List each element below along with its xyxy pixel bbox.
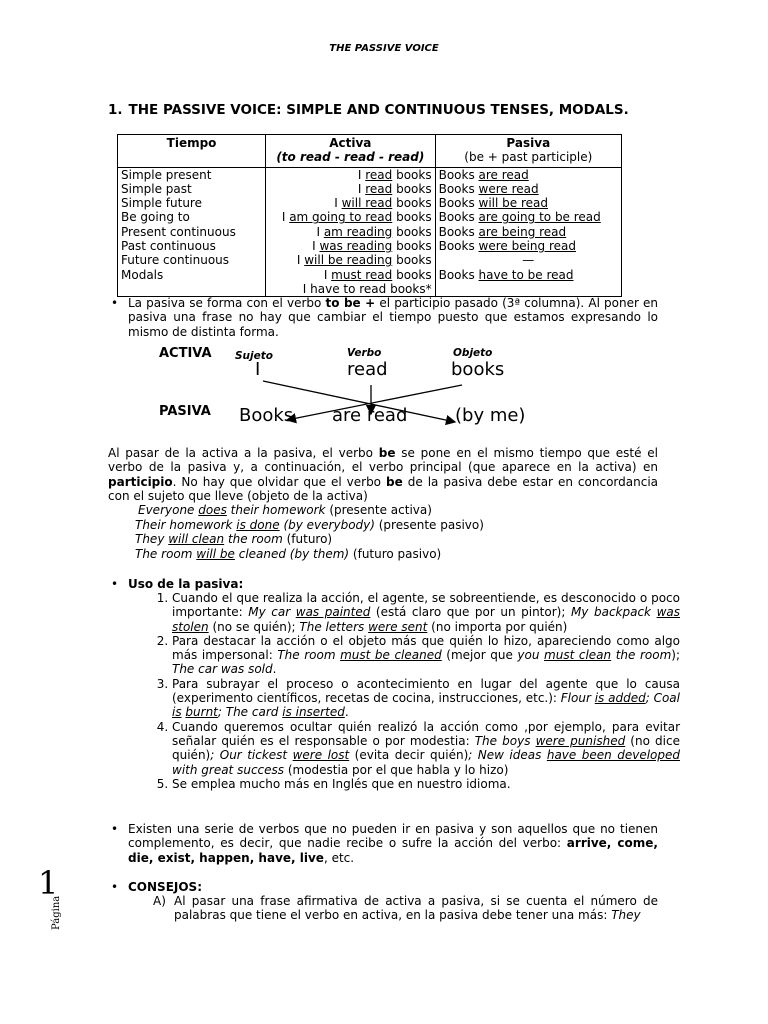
diagram-word-are-read: are read (332, 405, 408, 426)
bullet-dot: • (111, 880, 119, 894)
diagram-word-books-passive: Books (239, 405, 294, 426)
bullet-dot: • (111, 577, 119, 591)
uso-list (150, 591, 680, 791)
active-sentence: I will read books (334, 196, 432, 211)
section-title: THE PASSIVE VOICE: SIMPLE AND CONTINUOUS TENSES, MODALS. (128, 102, 629, 118)
header-tiempo: Tiempo (118, 135, 266, 168)
tense-name: Simple present (121, 167, 212, 182)
passive-sentence: Books are going to be read (438, 210, 601, 225)
diagram-sujeto-label: Sujeto (235, 350, 273, 362)
list-item: 4. Cuando queremos ocultar quién realizó la acción como ,por ejemplo, para evitar señalar quién es el responsable o por modestia: The boys were punished (no dice quién); Our tickest were lost (evita decir quién); New ideas have been developed with great success (modestia por el que habla y lo hizo) (172, 720, 680, 777)
diagram-word-by-me: (by me) (455, 405, 526, 426)
bullet-intransitive: Existen una serie de verbos que no pueden ir en pasiva y son aquellos que no tienen complemento, es decir, que nadie recibe o sufre la acción del verbo: arrive, come, die, exist, happen, have, live, etc. (128, 822, 658, 865)
diagram-pasiva-label: PASIVA (159, 404, 211, 419)
diagram-word-i: I (255, 359, 261, 380)
passive-sentence: Books are read (438, 167, 529, 182)
tense-name: Past continuous (121, 239, 216, 254)
active-sentence: I read books (357, 167, 432, 182)
paragraph-be-explanation: Al pasar de la activa a la pasiva, el verbo be se pone en el mismo tiempo que esté el verbo de la pasiva y, a continuación, el verbo principal (que aparece en la activa) en participio. No hay que olvidar que el verbo be de la pasiva debe estar en concordancia con el sujeto que lleve (objeto de la activa) (108, 446, 659, 503)
bullet-dot: • (111, 822, 119, 836)
passive-sentence: Books are being read (438, 224, 567, 239)
diagram-objeto-label: Objeto (453, 347, 493, 359)
active-sentence: I will be reading books (296, 253, 432, 268)
active-sentence: I must read books (323, 267, 432, 282)
tense-name: Simple future (121, 196, 202, 211)
tense-name: Be going to (121, 210, 190, 225)
list-item: 3. Para subrayar el proceso o acontecimiento en lugar del agente que lo causa (experimento científicos, recetas de cocina, instrucciones, etc.): Flour is added; Coal is burnt; The card is inserted. (172, 677, 680, 720)
example-line: They will clean the room (futuro) (135, 532, 333, 546)
diagram-activa-label: ACTIVA (159, 346, 212, 361)
active-sentence: I am going to read books (281, 210, 432, 225)
header-pasiva-sub: (be + past participle) (464, 150, 593, 165)
diagram-word-read: read (347, 359, 388, 380)
active-sentence: I read books (357, 181, 432, 196)
example-line: Their homework is done (by everybody) (presente pasivo) (135, 518, 484, 532)
page-word: Página (51, 895, 62, 930)
section-number: 1. (108, 102, 123, 118)
page-number: 1 (38, 864, 59, 902)
header-activa-sub: (to read - read - read) (276, 150, 425, 165)
tense-name: Simple past (121, 181, 192, 196)
arrow-object-to-subject (287, 385, 462, 420)
bullet-dot: • (111, 296, 119, 310)
page-header: THE PASSIVE VOICE (329, 43, 439, 54)
header-activa-label: Activa (329, 136, 372, 150)
consejos-heading: CONSEJOS: (128, 880, 202, 894)
list-item: 2. Para destacar la acción o el objeto más que quién lo hizo, apareciendo como algo más impersonal: The room must be cleaned (mejor que you must clean the room); The car was sold. (172, 634, 680, 677)
list-item: 1. Cuando el que realiza la acción, el agente, se sobreentiende, es desconocido o poco importante: My car was painted (está claro que por un pintor); My backpack was stolen (no se quién); The letters were sent (no importa por quién) (172, 591, 680, 634)
tense-name: Future continuous (121, 253, 230, 268)
tense-name: Present continuous (121, 224, 236, 239)
active-sentence-extra: I have to read books* (302, 281, 432, 296)
active-sentence: I am reading books (316, 224, 432, 239)
passive-sentence: Books were read (438, 181, 539, 196)
bullet-formation: La pasiva se forma con el verbo to be + el participio pasado (3ª columna). Al poner en pasiva una frase no hay que cambiar el tiempo puesto que estamos expresando lo mismo de distinta forma. (128, 296, 659, 339)
consejos-a-label: A) (153, 894, 166, 908)
uso-heading: Uso de la pasiva: (128, 577, 244, 591)
passive-sentence: Books were being read (438, 239, 576, 254)
example-line: The room will be cleaned (by them) (futuro pasivo) (135, 547, 442, 561)
passive-sentence: Books have to be read (438, 267, 574, 282)
passive-sentence-empty: — (522, 253, 535, 268)
tense-name: Modals (121, 267, 164, 282)
list-item: 5. Se emplea mucho más en Inglés que en nuestro idioma. (172, 777, 680, 791)
diagram-verbo-label: Verbo (347, 347, 382, 359)
passive-sentence: Books will be read (438, 196, 548, 211)
example-line: Everyone does their homework (presente activa) (138, 503, 432, 517)
active-sentence: I was reading books (312, 239, 432, 254)
consejos-a-text: Al pasar una frase afirmativa de activa a pasiva, si se cuenta el número de palabras que tiene el verbo en activa, en la pasiva debe tener una más: They (174, 894, 658, 923)
header-pasiva-label: Pasiva (506, 136, 551, 150)
diagram-word-books: books (451, 359, 505, 380)
